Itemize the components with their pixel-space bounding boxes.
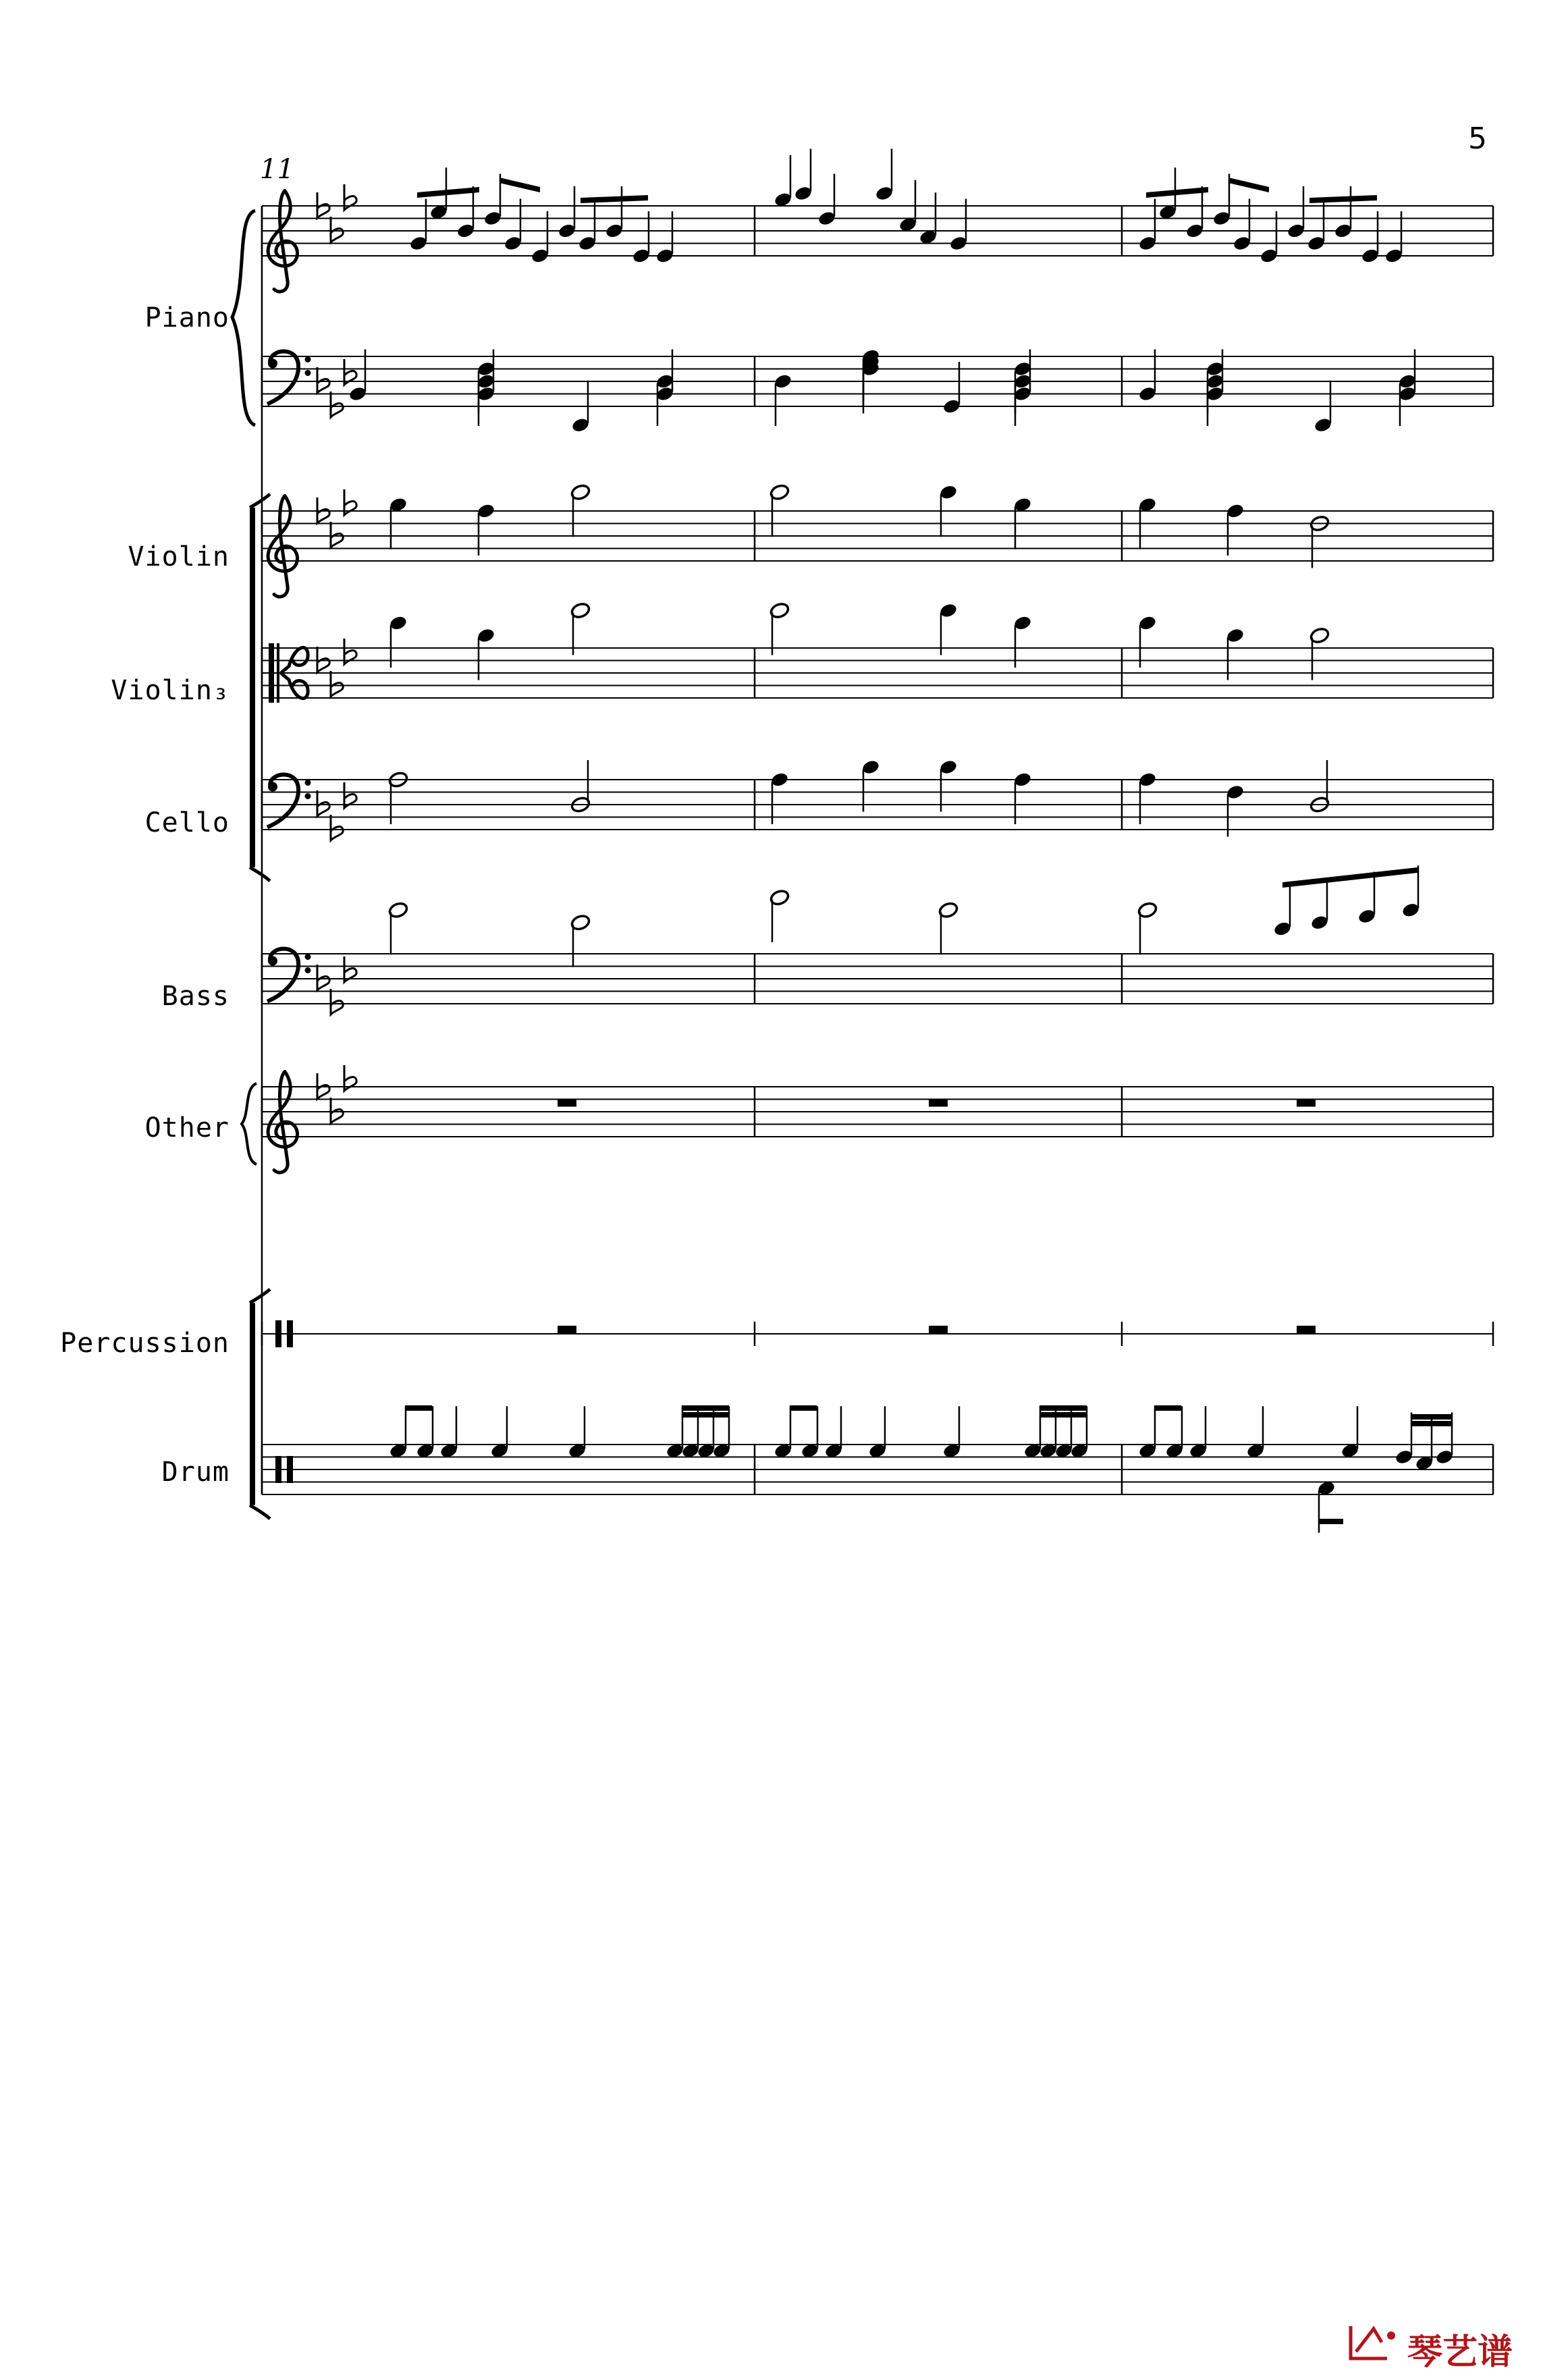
bass-clef-icon	[267, 949, 311, 1002]
drum-beam	[682, 1405, 729, 1411]
flat-sign-icon	[331, 522, 343, 547]
drum-beam	[1039, 1405, 1087, 1411]
page-number: 5	[1468, 122, 1487, 156]
piano-rh-beam	[1146, 187, 1208, 198]
piano-rh-beam	[499, 178, 540, 192]
bass-clef-icon	[267, 352, 311, 404]
measure-number: 11	[260, 154, 294, 185]
whole-rest-icon	[558, 1100, 576, 1107]
piano-brace	[232, 211, 255, 425]
label-violin: Violin	[128, 541, 229, 572]
piano-rh-beam	[1309, 195, 1377, 203]
whole-rest-icon	[1297, 1100, 1316, 1107]
staff-2	[262, 489, 1493, 597]
label-viola: Violin₃	[111, 675, 229, 706]
flat-sign-icon	[331, 989, 343, 1015]
label-piano: Piano	[144, 302, 229, 333]
bracket-bottom	[250, 1505, 270, 1519]
flat-sign-icon	[331, 392, 343, 417]
label-drum: Drum	[161, 1457, 229, 1488]
staff-5	[262, 949, 1493, 1015]
piano-rh-beam	[417, 187, 479, 198]
flat-sign-icon	[317, 367, 329, 393]
label-cello: Cello	[144, 807, 229, 838]
label-percussion: Percussion	[60, 1328, 229, 1359]
flat-sign-icon	[317, 647, 329, 672]
bracket-top	[250, 1289, 270, 1303]
piano-rh-beam	[580, 195, 648, 203]
drum-beam	[1154, 1405, 1181, 1411]
flat-sign-icon	[317, 965, 329, 990]
piano-rh-beam	[1228, 178, 1269, 192]
drum-beam	[1411, 1421, 1451, 1426]
other-brace	[242, 1083, 256, 1164]
logo-text: 琴艺谱	[1407, 2332, 1513, 2373]
whole-rest-icon	[929, 1326, 948, 1333]
whole-rest-icon	[558, 1326, 576, 1333]
label-bass: Bass	[161, 981, 229, 1012]
flat-sign-icon	[331, 217, 343, 242]
label-other: Other	[144, 1112, 229, 1143]
drum-beam	[1411, 1414, 1451, 1420]
drum-beam	[682, 1412, 729, 1418]
bass-clef-icon	[267, 775, 311, 828]
drum-beam	[790, 1405, 817, 1411]
drum-beam	[1320, 1519, 1343, 1524]
bass-beam	[1282, 867, 1417, 888]
flat-sign-icon	[331, 1098, 343, 1123]
flat-sign-icon	[331, 671, 343, 697]
whole-rest-icon	[929, 1100, 948, 1107]
staff-6	[262, 1065, 1493, 1172]
flat-sign-icon	[317, 790, 329, 816]
flat-sign-icon	[331, 815, 343, 840]
drum-beam	[405, 1405, 432, 1411]
bracket-top	[250, 494, 270, 508]
whole-rest-icon	[1297, 1326, 1316, 1333]
staff-7	[262, 1320, 1493, 1347]
staff-3	[262, 639, 1493, 703]
bracket-bottom	[250, 867, 270, 881]
staff-4	[262, 775, 1493, 841]
drum-beam	[1039, 1412, 1087, 1418]
